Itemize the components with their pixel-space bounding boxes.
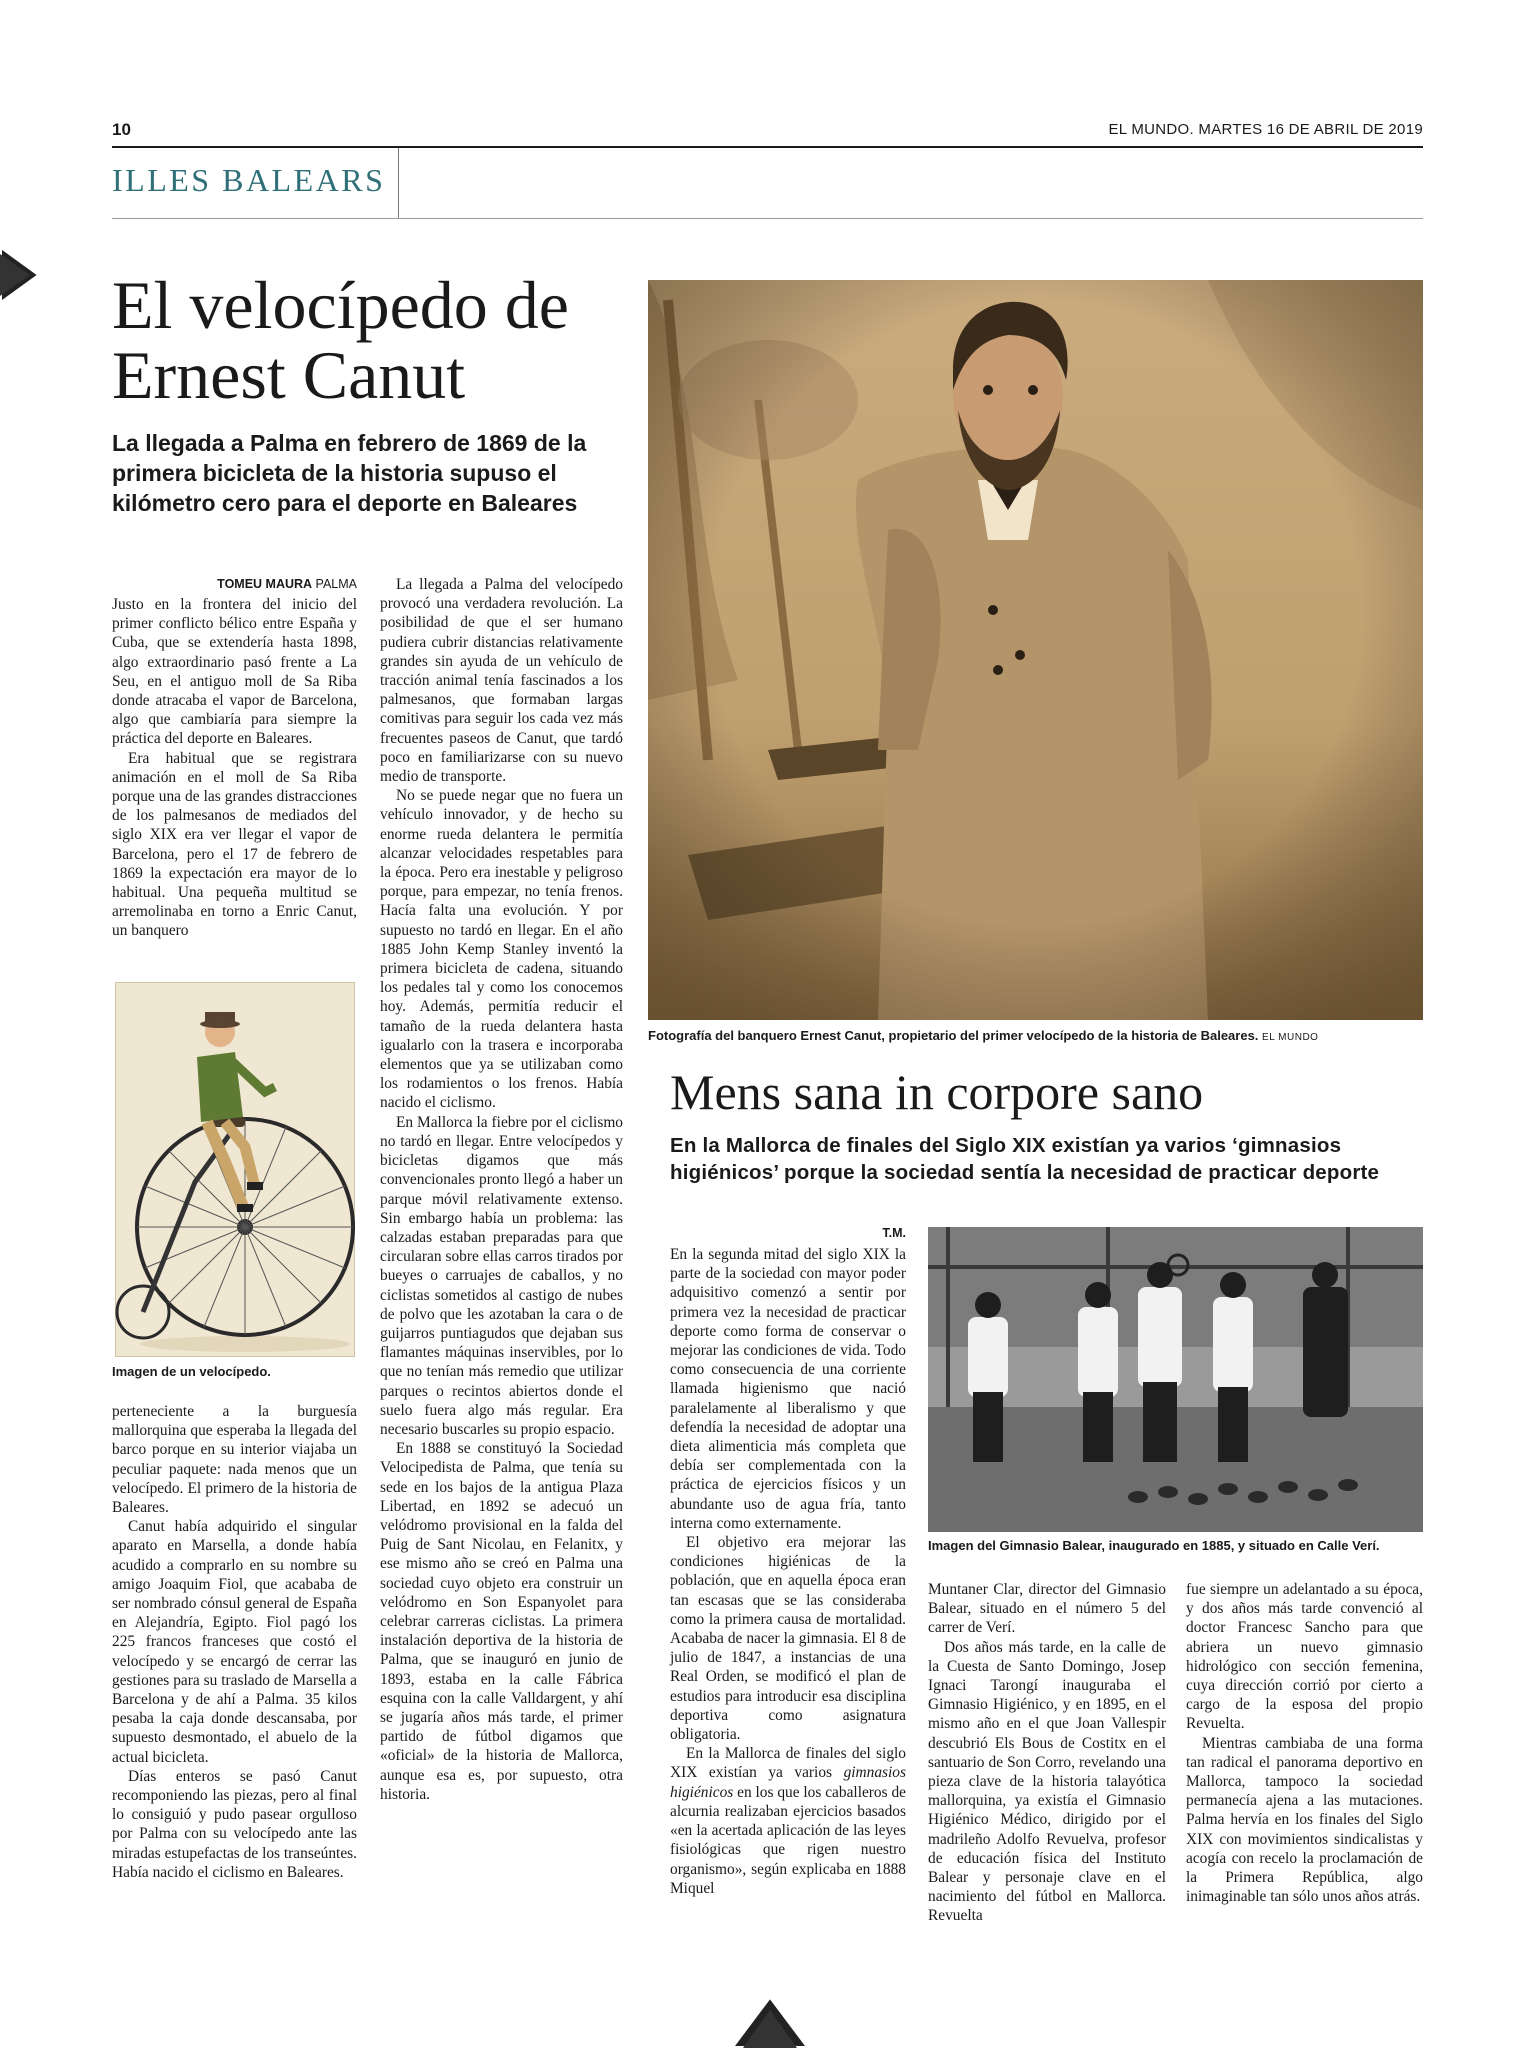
- paragraph: En Mallorca la fiebre por el ciclismo no tardó en llegar. Entre velocípedos y bicicletas digamos que más convencionales pronto llegó a haber un parque móvil relativamente extenso. Sin embargo había un problema: las calzadas estaban preparadas para que circularan sobre ellas carros tirados por bueyes o carruajes de caballos, y no ciclistas sometidos al castigo de nubes de polvo que les azotaban la cara o de guijarros puntiagudos que dejaban sus flamantes máquinas inservibles, por lo que no tenían más remedio que utilizar parques o recintos abiertos donde el suelo fuera algo más regular. Era necesario buscarles su propio espacio.: [380, 1113, 623, 1438]
- paragraph: Muntaner Clar, director del Gimnasio Balear, situado en el número 5 del carrer de Verí.: [928, 1581, 1166, 1637]
- ernest-canut-portrait-photo: [648, 280, 1423, 1020]
- paragraph: perteneciente a la burguesía mallorquina que esperaba la llegada del barco porque en su interior viajaba un peculiar paquete: nada menos que un velocípedo. El primero de la historia de Baleares.: [112, 1403, 357, 1517]
- paragraph: En 1888 se constituyó la Sociedad Velocipedista de Palma, que tenía su sede en los bajos de la antigua Plaza Libertad, en 1892 se adecuó un velódromo provisional en la falda del Puig de Sant Nicolau, en Felanitx, y ese mismo año se creó en Palma una sociedad cuyo objeto era construir un velódromo en Son Espanyolet para celebrar carreras ciclistas. La primera instalación deportiva de la historia de Palma, que se inauguró en junio de 1893, estaba en la calle Fábrica esquina con la calle Valldargent, y ahí se jugaría años más tarde, el primer partido de fútbol digamos que «oficial» de la historia de Mallorca, aunque esa es, por supuesto, otra historia.: [380, 1440, 623, 1803]
- next-page-arrow-icon[interactable]: [725, 1990, 815, 2048]
- paragraph: No se puede negar que no fuera un vehículo innovador, y de hecho su enorme rueda delantera le permitía alcanzar velocidades respetables para la época. Pero era inestable y peligroso porque, para empezar, no tenía frenos. Hacía falta una evolución. Y por supuesto no tardó en llegar. En el año 1885 John Kemp Stanley inventó la primera bicicleta de cadena, situando los pedales tal y como los conocemos hoy. Además, permitía reducir el tamaño de la rueda delantera hasta igualarlo con la trasera e incorporaba elementos que ya se utilizaban como los rodamientos o los frenos. Había nacido el ciclismo.: [380, 787, 623, 1112]
- previous-page-arrow-icon[interactable]: [0, 240, 44, 310]
- paragraph-text: En la Mallorca de finales del siglo XIX existían ya varios: [670, 1745, 906, 1782]
- paragraph-emphasis: gimnasios higiénicos: [670, 1764, 906, 1801]
- gym-caption: Imagen del Gimnasio Balear, inaugurado en 1885, y situado en Calle Verí.: [928, 1538, 1380, 1553]
- article-headline: El velocípedo de Ernest Canut: [112, 267, 569, 413]
- article2-subheadline: En la Mallorca de finales del Siglo XIX existían ya varios ‘gimnasios higiénicos’ porque la sociedad sentía la necesidad de practicar deporte: [670, 1134, 1380, 1184]
- byline-author: TOMEU MAURA: [217, 577, 313, 591]
- article-column-1-top: [112, 595, 357, 941]
- portrait-caption-text: Fotografía del banquero Ernest Canut, propietario del primer velocípedo de la historia de Baleares.: [648, 1028, 1259, 1043]
- section-divider: [398, 148, 399, 218]
- section-title: ILLES BALEARS: [112, 162, 386, 198]
- article-subheadline: La llegada a Palma en febrero de 1869 de la primera bicicleta de la historia supuso el kilómetro cero para el deporte en Baleares: [112, 430, 587, 516]
- velocipede-illustration: [115, 982, 355, 1357]
- article2-column-3: [1186, 1580, 1423, 1906]
- section-rule: [112, 218, 1423, 219]
- paragraph: En la segunda mitad del siglo XIX la parte de la sociedad con mayor poder adquisitivo comenzó a sentir por primera vez la necesidad de practicar deporte como forma de conservar o mejorar las condiciones de vida. Todo como consecuencia de una corriente llamada higienismo que nació paralelamente al liberalismo y que defendía la necesidad de adoptar una dieta alimenticia más completa que debía ser complementada con la práctica de ejercicios físicos y un abundante uso de agua fría, tanto interna como externamente.: [670, 1246, 906, 1532]
- article2-headline: Mens sana in corpore sano: [670, 1064, 1204, 1120]
- article2-byline: T.M.: [882, 1226, 906, 1240]
- paragraph: Dos años más tarde, en la calle de la Cuesta de Santo Domingo, Josep Ignaci Tarongí inauguraba el Gimnasio Higiénico, y en 1895, en el mismo año en el que Joan Vallespir descubrió Els Bous de Costitx en el santuario de Son Corro, revelando una pieza clave de la historia talayótica mallorquina, ya existía el Gimnasio Higiénico Médico, dirigido por el madrileño Adolfo Revuelva, profesor de educación física del Instituto Balear y personaje clave en el nacimiento del fútbol en Mallorca. Revuelta: [928, 1638, 1166, 1925]
- header-rule: [112, 146, 1423, 148]
- article2-column-1: [670, 1245, 906, 1898]
- paragraph: Mientras cambiaba de una forma tan radical el panorama deportivo en Mallorca, tampoco la sociedad permanecía ajena a las mutaciones. Palma hervía en los finales del Siglo XIX con movimientos sindicalistas y acogía con recelo la proclamación de la Primera República, algo inimaginable tan sólo unos años atrás.: [1186, 1734, 1423, 1906]
- paragraph: fue siempre un adelantado a su época, y dos años más tarde convenció al doctor Francesc Sancho para que abriera un nuevo gimnasio hidrológico con sección femenina, cuya dirección corrió por cierto a cargo de la esposa del propio Revuelta.: [1186, 1581, 1423, 1733]
- newspaper-dateline: EL MUNDO. MARTES 16 DE ABRIL DE 2019: [1108, 121, 1423, 138]
- paragraph: Era habitual que se registrara animación en el moll de Sa Riba porque una de las grandes distracciones de los palmesanos de mediados del siglo XIX era ver llegar el vapor de Barcelona, pero el 17 de febrero de 1869 la expectación era mayor de lo habitual. Una pequeña multitud se arremolinaba en torno a Enric Canut, un banquero: [112, 749, 357, 940]
- paragraph-text: en los que los caballeros de alcurnia realizaban ejercicios basados «en la acertada aplicación de las leyes fisiológicas que rigen nuestro organismo», según explicaba en 1888 Miquel: [670, 1783, 906, 1897]
- page-number: 10: [112, 120, 131, 139]
- article-column-2: [380, 575, 623, 1804]
- paragraph: La llegada a Palma del velocípedo provocó una verdadera revolución. La posibilidad de que el ser humano pudiera cubrir distancias relativamente grandes sin ayuda de un vehículo de tracción animal tenía fascinados a los palmesanos, que formaban largas comitivas para seguir los cada vez más frecuentes paseos de Canut, que tardó poco en familiarizarse con su nuevo medio de transporte.: [380, 576, 623, 786]
- paragraph: Canut había adquirido el singular aparato en Marsella, a donde había acudido a comprarlo en su nombre su amigo Joaquim Fiol, que acababa de ser nombrado cónsul general de España en Alejandría, Egipto. Fiol pagó los 225 francos franceses que costó el velocípedo y se encargó de cerrar las gestiones para su traslado de Marsella a Barcelona y de ahí a Palma. 35 kilos pesaba la caja donde descansaba, por supuesto desmontado, el abuelo de la actual bicicleta.: [112, 1518, 357, 1766]
- paragraph: Días enteros se pasó Canut recomponiendo las piezas, pero al final lo consiguió y pudo pasear orgulloso por Palma con su velocípedo ante las miradas estupefactas de los transeúntes. Había nacido el ciclismo en Baleares.: [112, 1767, 357, 1881]
- article-column-1-bottom: [112, 1402, 357, 1882]
- article2-column-2: [928, 1580, 1166, 1926]
- paragraph: El objetivo era mejorar las condiciones higiénicas de la población, que en aquella época eran tan escasas que se las consideraba como la primera causa de mortalidad. Acababa de nacer la gimnasia. El 8 de julio de 1847, a instancias de una Real Orden, se modificó el plan de estudios para introducir esa disciplina deportiva como asignatura obligatoria.: [670, 1534, 906, 1744]
- byline-place: PALMA: [315, 577, 357, 591]
- paragraph: [670, 1744, 906, 1898]
- article-byline: [112, 577, 357, 591]
- photo-credit: EL MUNDO: [1262, 1032, 1319, 1043]
- paragraph: Justo en la frontera del inicio del primer conflicto bélico entre España y Cuba, que se extendería hasta 1898, algo extraordinario pasó frente a La Seu, en el antiguo moll de Sa Riba donde atracaba el vapor de Barcelona, algo que cambiaría para siempre la práctica del deporte en Baleares.: [112, 596, 357, 748]
- velocipede-caption: Imagen de un velocípedo.: [112, 1364, 271, 1379]
- gimnasio-balear-photo: [928, 1227, 1423, 1532]
- portrait-caption: [648, 1028, 1423, 1043]
